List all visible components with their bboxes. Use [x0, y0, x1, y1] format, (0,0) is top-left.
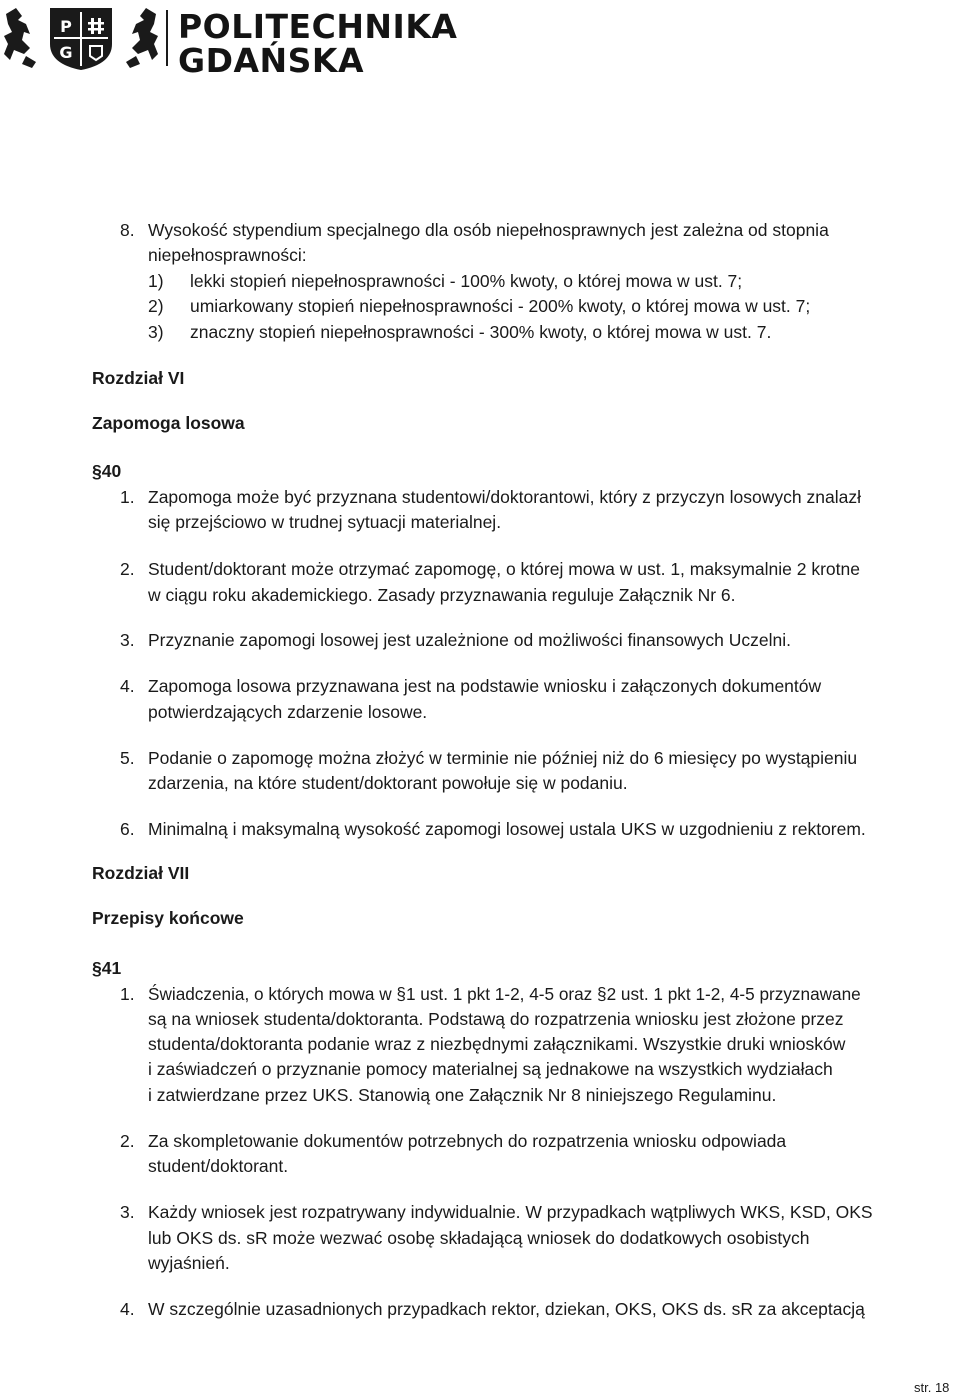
section-sign-icon: §: [597, 984, 607, 1004]
item-number: 3.: [120, 630, 135, 650]
logo-emblem-icon: [2, 4, 160, 72]
item-text: Zapomoga może być przyznana studentowi/doktorantowi, który z przyczyn losowych znalazł: [148, 487, 861, 507]
section-sign-icon: §: [396, 984, 406, 1004]
item-text: i zatwierdzane przez UKS. Stanowią one Załącznik Nr 8 niniejszego Regulaminu.: [148, 1085, 777, 1105]
subitem-text: znaczny stopień niepełnosprawności - 300% kwoty, o której mowa w ust. 7.: [190, 322, 772, 342]
chapter-subtitle: Zapomoga losowa: [92, 413, 245, 433]
subitem-number: 3): [148, 322, 164, 342]
item-text: zdarzenia, na które student/doktorant powołuje się w podaniu.: [148, 773, 628, 793]
paragraph-number-value: 41: [101, 958, 122, 978]
item-text: Świadczenia, o których mowa w §1 ust. 1 pkt 1-2, 4-5 oraz §2 ust. 1 pkt 1-2, 4-5 przyznawane: [148, 984, 861, 1004]
item-number: 3.: [120, 1202, 135, 1222]
item-text: i zaświadczeń o przyznanie pomocy materialnej są jednakowe na wszystkich wydziałach: [148, 1059, 833, 1079]
paragraph-number: [92, 463, 121, 481]
item-text: W szczególnie uzasadnionych przypadkach rektor, dziekan, OKS, OKS ds. sR za akceptacją: [148, 1299, 865, 1319]
section8-line2: niepełnosprawności:: [148, 245, 307, 265]
item-text: Zapomoga losowa przyznawana jest na podstawie wniosku i załączonych dokumentów: [148, 676, 822, 696]
item-number: 4.: [120, 676, 135, 696]
subitem-text: umiarkowany stopień niepełnosprawności - 200% kwoty, o której mowa w ust. 7;: [190, 296, 811, 316]
item-number: 1.: [120, 984, 135, 1004]
item-text: studenta/doktoranta podanie wraz z niezbędnymi załącznikami. Wszystkie druki wniosków: [148, 1034, 846, 1054]
section-sign-icon: §: [92, 461, 102, 481]
item-text: wyjaśnień.: [148, 1253, 230, 1273]
logo-line2: GDAŃSKA: [178, 41, 365, 80]
item-text: się przejściowo w trudnej sytuacji materialnej.: [148, 512, 502, 532]
chapter-title: Rozdział VI: [92, 368, 185, 388]
section-sign-icon: §: [92, 958, 102, 978]
item-text: lub OKS ds. sR może wezwać osobę składającą wniosek do dodatkowych osobistych: [148, 1228, 810, 1248]
paragraph-number: [92, 960, 121, 978]
chapter-title: Rozdział VII: [92, 863, 190, 883]
item-text: Podanie o zapomogę można złożyć w terminie nie później niż do 6 miesięcy po wystąpieniu: [148, 748, 858, 768]
subitem-number: 2): [148, 296, 164, 316]
paragraph-number-value: 40: [101, 461, 122, 481]
item-text: są na wniosek studenta/doktoranta. Podstawą do rozpatrzenia wniosku jest złożone przez: [148, 1009, 844, 1029]
item-text: Każdy wniosek jest rozpatrywany indywidualnie. W przypadkach wątpliwych WKS, KSD, OKS: [148, 1202, 873, 1222]
subitem-text: lekki stopień niepełnosprawności - 100% kwoty, o której mowa w ust. 7;: [190, 271, 743, 291]
item-number: 5.: [120, 748, 135, 768]
item-number: 2.: [120, 1131, 135, 1151]
item-text: Minimalną i maksymalną wysokość zapomogi losowej ustala UKS w uzgodnieniu z rektorem.: [148, 819, 866, 839]
item-number: 2.: [120, 559, 135, 579]
svg-text:G: G: [59, 43, 73, 62]
item-number: 1.: [120, 487, 135, 507]
item-text: w ciągu roku akademickiego. Zasady przyznawania reguluje Załącznik Nr 6.: [148, 585, 736, 605]
university-logo: [0, 0, 458, 80]
item-number: 8.: [120, 220, 135, 240]
item-number: 4.: [120, 1299, 135, 1319]
logo-line1: POLITECHNIKA: [178, 7, 458, 46]
item-number: 6.: [120, 819, 135, 839]
item-text: potwierdzających zdarzenie losowe.: [148, 702, 428, 722]
section8-line1: Wysokość stypendium specjalnego dla osób niepełnosprawnych jest zależna od stopnia: [148, 220, 829, 240]
page-number: str. 18: [914, 1380, 950, 1395]
item-text: Za skompletowanie dokumentów potrzebnych do rozpatrzenia wniosku odpowiada: [148, 1131, 787, 1151]
item-text: Student/doktorant może otrzymać zapomogę, o której mowa w ust. 1, maksymalnie 2 krotne: [148, 559, 860, 579]
svg-text:P: P: [60, 17, 72, 36]
item-text: student/doktorant.: [148, 1156, 289, 1176]
subitem-number: 1): [148, 271, 164, 291]
logo-divider: [166, 10, 168, 66]
chapter-subtitle: Przepisy końcowe: [92, 908, 244, 928]
item-text: Przyznanie zapomogi losowej jest uzależnione od możliwości finansowych Uczelni.: [148, 630, 791, 650]
